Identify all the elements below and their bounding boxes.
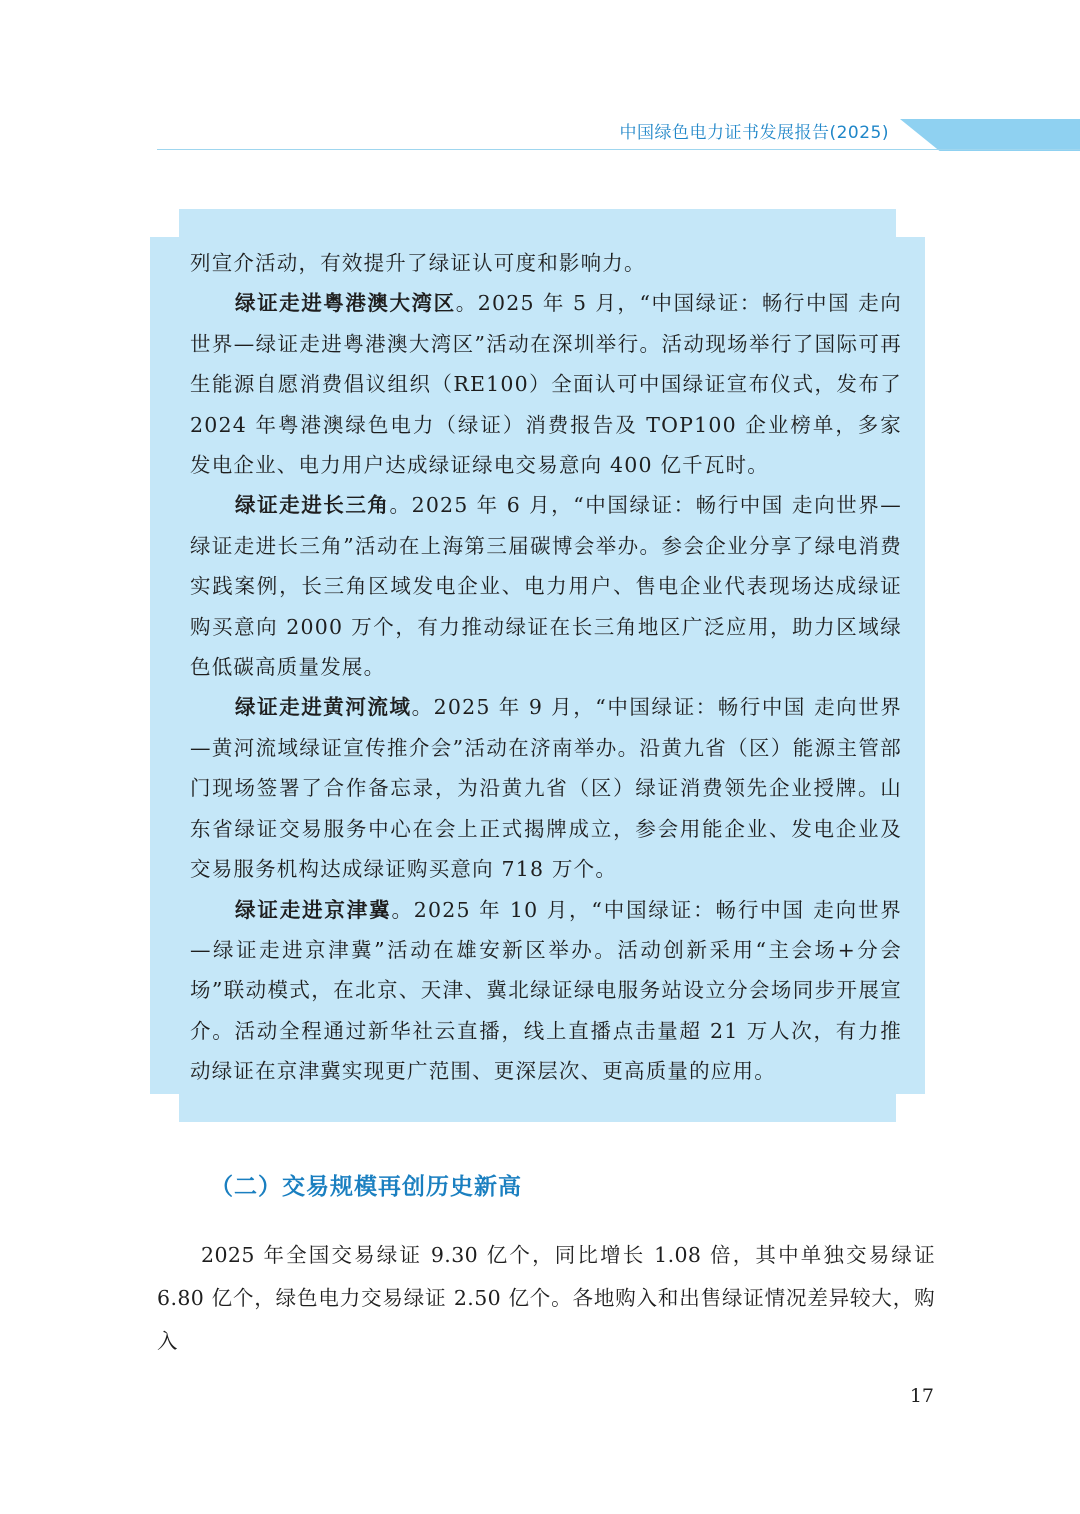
page-number: 17 [909,1385,934,1407]
box-paragraph-text: 。2025 年 9 月，“中国绿证：畅行中国 走向世界—黄河流域绿证宣传推介会”活动在济南举办。沿黄九省（区）能源主管部门现场签署了合作备忘录，为沿黄九省（区）绿证消费领先企业授牌。山东省绿证交易服务中心在会上正式揭牌成立，参会用能企业、发电企业及交易服务机构达成绿证购买意向 718 万个。 [190,695,902,882]
box-paragraph-heading: 绿证走进京津冀 [235,897,392,922]
box-paragraph-yangtze-delta [190,485,902,687]
highlight-box [190,243,902,1092]
box-paragraph-text: 。2025 年 10 月，“中国绿证：畅行中国 走向世界—绿证走进京津冀”活动在雄安新区举办。活动创新采用“主会场+分会场”联动模式，在北京、天津、冀北绿证绿电服务站设立分会场同步开展宣介。活动全程通过新华社云直播，线上直播点击量超 21 万人次，有力推动绿证在京津冀实现更广范围、更深层次、更高质量的应用。 [190,897,902,1084]
body-paragraph: 2025 年全国交易绿证 9.30 亿个，同比增长 1.08 倍，其中单独交易绿证 6.80 亿个，绿色电力交易绿证 2.50 亿个。各地购入和出售绿证情况差异较大，购入 [157,1243,935,1353]
box-intro-paragraph: 列宣介活动，有效提升了绿证认可度和影响力。 [190,251,646,275]
header-tab-decoration [900,119,1080,151]
box-paragraph-gba [190,283,902,485]
box-paragraph-jingjinji [190,890,902,1092]
box-paragraph-yellow-river [190,687,902,889]
box-paragraph-text: 。2025 年 5 月，“中国绿证：畅行中国 走向世界—绿证走进粤港澳大湾区”活动在深圳举行。活动现场举行了国际可再生能源自愿消费倡议组织（RE100）全面认可中国绿证宣布仪式，发布了 2024 年粤港澳绿色电力（绿证）消费报告及 TOP100 企业榜单，多家发电企业、电力用户达成绿证绿电交易意向 400 亿千瓦时。 [190,291,902,478]
box-paragraph-heading: 绿证走进黄河流域 [235,695,412,720]
header-rule [157,149,1080,150]
section-heading: （二）交易规模再创历史新高 [210,1174,522,1200]
box-paragraph-heading: 绿证走进长三角 [235,493,390,518]
box-paragraph-text: 。2025 年 6 月，“中国绿证：畅行中国 走向世界—绿证走进长三角”活动在上海第三届碳博会举办。参会企业分享了绿电消费实践案例，长三角区域发电企业、电力用户、售电企业代表现场达成绿证购买意向 2000 万个，有力推动绿证在长三角地区广泛应用，助力区域绿色低碳高质量发展。 [190,493,903,680]
running-header-title: 中国绿色电力证书发展报告(2025) [619,123,889,143]
box-paragraph-heading: 绿证走进粤港澳大湾区 [235,291,456,316]
